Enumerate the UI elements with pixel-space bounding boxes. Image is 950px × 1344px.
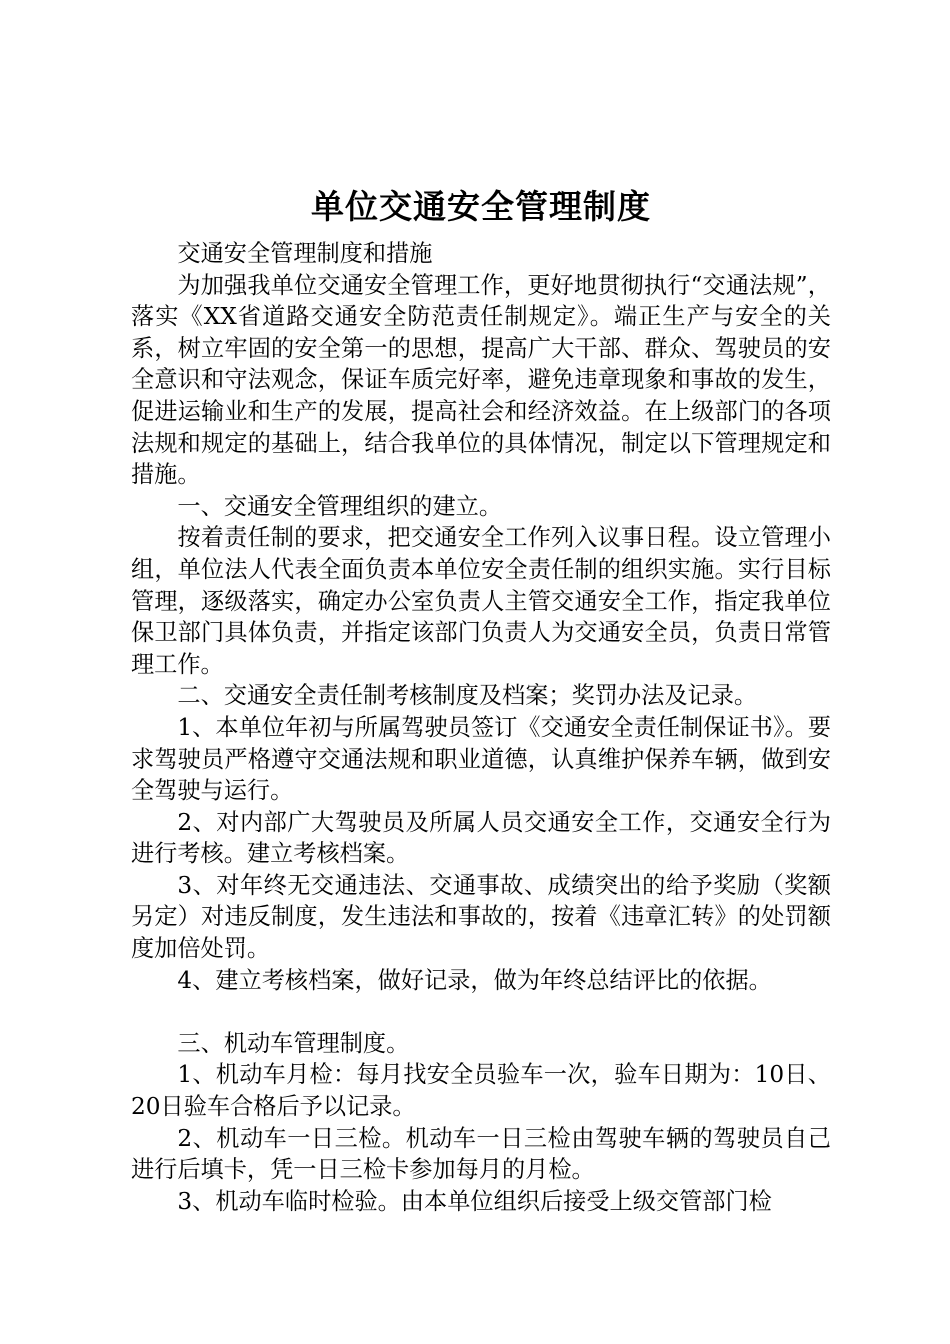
paragraph-section-3-item-1: 1、机动车月检：每月找安全员验车一次，验车日期为：10日、20日验车合格后予以记录。 — [131, 1061, 831, 1121]
section-heading-3: 三、机动车管理制度。 — [177, 1029, 410, 1057]
paragraph-section-2-item-1: 1、本单位年初与所属驾驶员签订《交通安全责任制保证书》。要求驾驶员严格遵守交通法规和职业道德，认真维护保养车辆，做到安全驾驶与运行。 — [131, 713, 831, 805]
section-heading-2: 二、交通安全责任制考核制度及档案；奖罚办法及记录。 — [177, 682, 758, 710]
blank-line — [131, 996, 831, 1028]
paragraph-intro: 为加强我单位交通安全管理工作，更好地贯彻执行“交通法规”，落实《XX省道路交通安全防范责任制规定》。端正生产与安全的关系，树立牢固的安全第一的思想，提高广大干部、群众、驾驶员的安全意识和守法观念，保证车质完好率，避免违章现象和事故的发生，促进运输业和生产的发展，提高社会和经济效益。在上级部门的各项法规和规定的基础上，结合我单位的具体情况，制定以下管理规定和措施。 — [131, 271, 831, 489]
paragraph-section-2-item-3: 3、对年终无交通违法、交通事故、成绩突出的给予奖励（奖额另定）对违反制度，发生违法和事故的，按着《违章汇转》的处罚额度加倍处罚。 — [131, 871, 831, 963]
paragraph-section-3-item-2: 2、机动车一日三检。机动车一日三检由驾驶车辆的驾驶员自己进行后填卡，凭一日三检卡参加每月的月检。 — [131, 1124, 831, 1184]
paragraph-section-2-item-4: 4、建立考核档案，做好记录，做为年终总结评比的依据。 — [177, 966, 772, 994]
paragraph-section-3-item-3: 3、机动车临时检验。由本单位组织后接受上级交管部门检 — [177, 1187, 772, 1215]
section-heading-1: 一、交通安全管理组织的建立。 — [177, 492, 503, 520]
document-title: 单位交通安全管理制度 — [311, 187, 651, 226]
paragraph-subtitle: 交通安全管理制度和措施 — [177, 240, 433, 267]
document-page — [131, 180, 831, 1217]
paragraph-section-2-item-2: 2、对内部广大驾驶员及所属人员交通安全工作，交通安全行为进行考核。建立考核档案。 — [131, 808, 831, 868]
paragraph-section-1: 按着责任制的要求，把交通安全工作列入议事日程。设立管理小组，单位法人代表全面负责本单位安全责任制的组织实施。实行目标管理，逐级落实，确定办公室负责人主管交通安全工作，指定我单位保卫部门具体负责，并指定该部门负责人为交通安全员，负责日常管理工作。 — [131, 524, 831, 678]
